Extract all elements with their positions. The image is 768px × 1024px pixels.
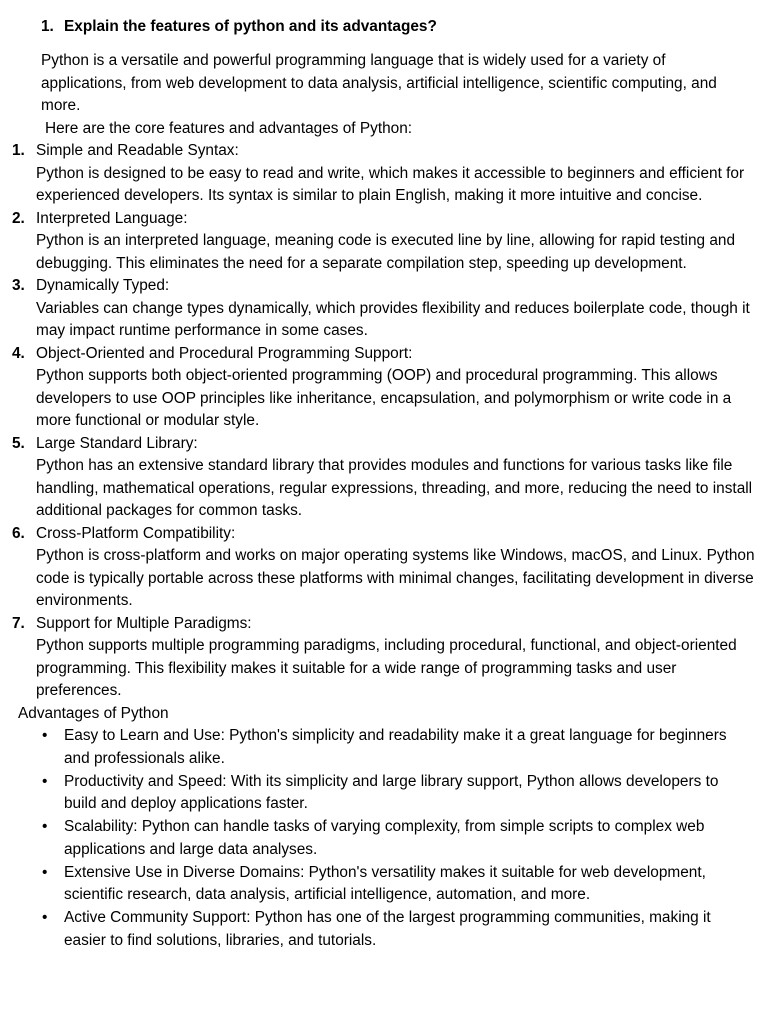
feature-number: 5. (12, 434, 25, 452)
feature-body: Python supports multiple programming paradigms, including procedural, functional, and object-oriented programming. This flexibility makes it suitable for a wide range of programming tasks and user preferences. (36, 637, 737, 699)
features-list (0, 140, 768, 703)
feature-body: Python is an interpreted language, meaning code is executed line by line, allowing for rapid testing and debugging. This eliminates the need for a separate compilation step, speeding up development. (36, 232, 736, 272)
feature-title: Object-Oriented and Procedural Programming Support: (36, 344, 413, 362)
feature-title: Interpreted Language: (36, 209, 188, 227)
advantage-item (42, 907, 748, 952)
bullet-icon: • (42, 909, 48, 926)
feature-number: 1. (12, 142, 25, 159)
feature-item (12, 140, 758, 208)
feature-number: 4. (12, 344, 25, 362)
feature-item (12, 275, 758, 343)
advantage-item (42, 816, 748, 861)
feature-title: Cross-Platform Compatibility: (36, 524, 236, 542)
feature-item (12, 613, 758, 703)
advantage-item (42, 771, 748, 816)
feature-number: 2. (12, 209, 25, 227)
feature-item (12, 208, 758, 276)
question-heading (41, 16, 768, 38)
feature-body: Python has an extensive standard library that provides modules and functions for various tasks like file handling, mathematical operations, regular expressions, threading, and more, reducing the need to install additional packages for common tasks. (36, 457, 753, 519)
feature-title: Support for Multiple Paradigms: (36, 614, 252, 632)
feature-title: Dynamically Typed: (36, 277, 170, 294)
advantage-text: Productivity and Speed: With its simplicity and large library support, Python allows developers to build and deploy applications faster. (64, 772, 719, 812)
feature-body: Python is cross-platform and works on major operating systems like Windows, macOS, and Linux. Python code is typically portable across these platforms with minimal changes, facilitating development in diverse environments. (36, 547, 755, 609)
feature-item (12, 343, 758, 433)
feature-title: Simple and Readable Syntax: (36, 142, 239, 159)
feature-number: 3. (12, 277, 25, 294)
feature-body: Python supports both object-oriented programming (OOP) and procedural programming. This allows developers to use OOP principles like inheritance, encapsulation, and polymorphism or write code in a more functional or modular style. (36, 367, 732, 429)
question-number: 1. (41, 18, 54, 35)
feature-number: 6. (12, 524, 25, 542)
bullet-icon: • (42, 727, 48, 744)
advantage-item (42, 725, 748, 770)
advantage-item (42, 862, 748, 907)
feature-body: Python is designed to be easy to read and write, which makes it accessible to beginners and efficient for experienced developers. Its syntax is similar to plain English, making it more intuitive and concise. (36, 164, 745, 204)
bullet-icon: • (42, 863, 48, 881)
feature-item (12, 523, 758, 613)
feature-number: 7. (12, 614, 25, 632)
bullet-icon: • (42, 818, 48, 835)
core-features-heading: Here are the core features and advantages of Python: (45, 119, 413, 137)
bullet-icon: • (42, 772, 48, 790)
feature-item (12, 433, 758, 523)
advantage-text: Easy to Learn and Use: Python's simplicity and readability make it a great language for beginners and professionals alike. (64, 727, 727, 767)
intro-paragraph: Python is a versatile and powerful programming language that is widely used for a variety of applications, from web development to data analysis, artificial intelligence, scientific computing, and more. (41, 52, 717, 114)
feature-body: Variables can change types dynamically, which provides flexibility and reduces boilerplate code, though it may impact runtime performance in some cases. (36, 299, 750, 339)
advantage-text: Extensive Use in Diverse Domains: Python's versatility makes it suitable for web development, scientific research, data analysis, artificial intelligence, automation, and more. (64, 863, 706, 903)
advantages-heading: Advantages of Python (18, 704, 169, 722)
advantage-text: Scalability: Python can handle tasks of varying complexity, from simple scripts to complex web applications and large data analyses. (64, 818, 705, 858)
feature-title: Large Standard Library: (36, 434, 198, 452)
question-text: Explain the features of python and its advantages? (64, 18, 437, 35)
advantage-text: Active Community Support: Python has one of the largest programming communities, making it easier to find solutions, libraries, and tutorials. (64, 909, 711, 949)
advantages-list (0, 725, 768, 952)
